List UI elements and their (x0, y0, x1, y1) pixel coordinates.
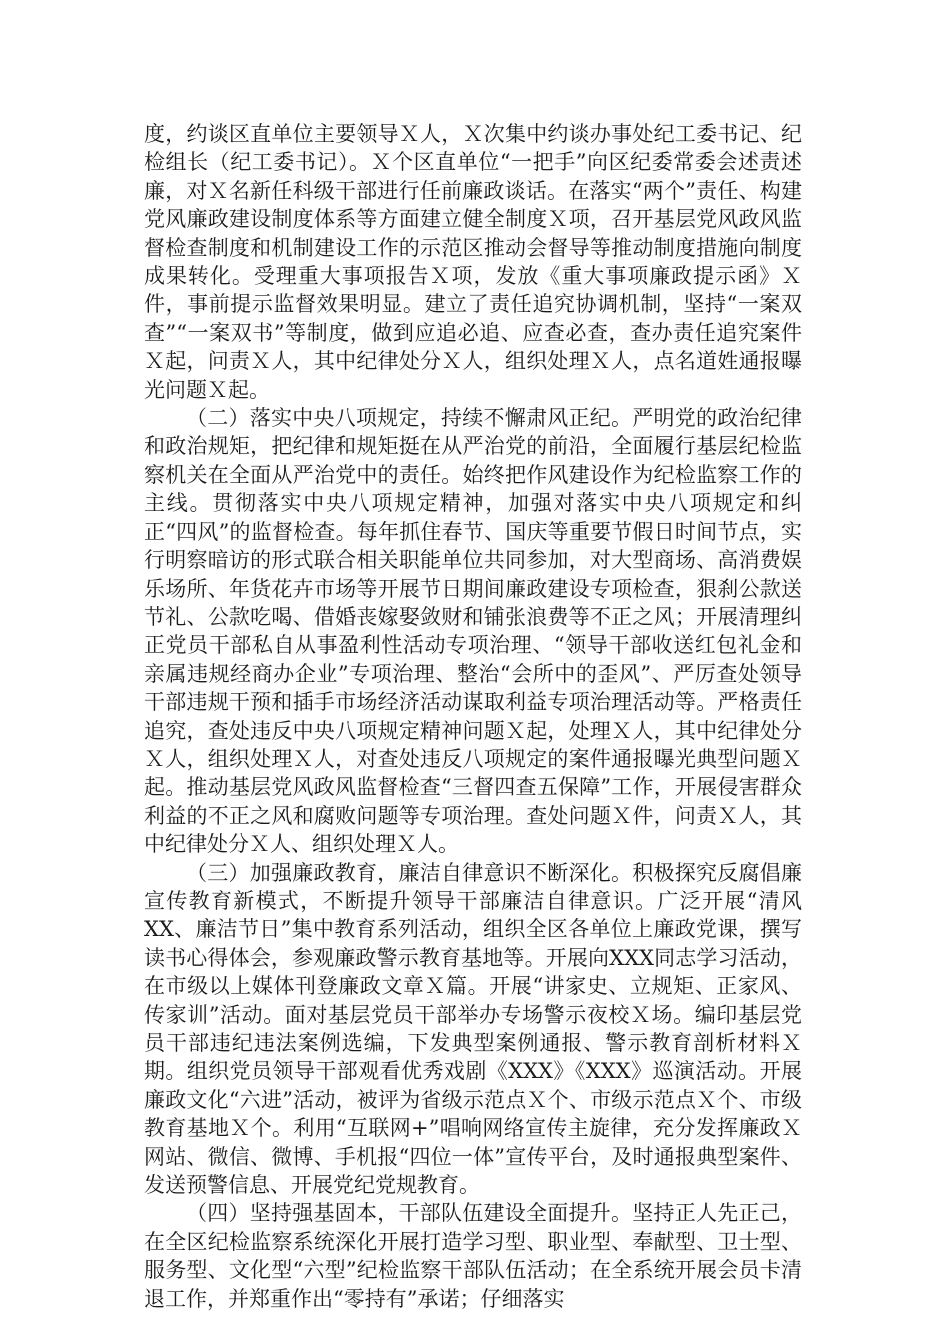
document-body (144, 120, 802, 1313)
paragraph-section-3: （三）加强廉政教育，廉洁自律意识不断深化。积极探究反腐倡廉宣传教育新模式，不断提升领导干部廉洁自律意识。广泛开展“清风XX、廉洁节日”集中教育系列活动，组织全区各单位上廉政党课，撰写读书心得体会，参观廉政警示教育基地等。开展向XXX同志学习活动，在市级以上媒体刊登廉政文章Ｘ篇。开展“讲家史、立规矩、正家风、传家训”活动。面对基层党员干部举办专场警示夜校Ｘ场。编印基层党员干部违纪违法案例选编，下发典型案例通报、警示教育剖析材料Ｘ期。组织党员领导干部观看优秀戏剧《XXX》《XXX》巡演活动。开展廉政文化“六进”活动，被评为省级示范点Ｘ个、市级示范点Ｘ个、市级教育基地Ｘ个。利用“互联网+”唱响网络宣传主旋律，充分发挥廉政Ｘ网站、微信、微博、手机报“四位一体”宣传平台，及时通报典型案件、发送预警信息、开展党纪党规教育。 (144, 860, 802, 1198)
paragraph-section-2: （二）落实中央八项规定，持续不懈肃风正纪。严明党的政治纪律和政治规矩，把纪律和规矩挺在从严治党的前沿，全面履行基层纪检监察机关在全面从严治党中的责任。始终把作风建设作为纪检监察工作的主线。贯彻落实中央八项规定精神，加强对落实中央八项规定和纠正“四风”的监督检查。每年抓住春节、国庆等重要节假日时间节点，实行明察暗访的形式联合相关职能单位共同参加，对大型商场、高消费娱乐场所、年货花卉市场等开展节日期间廉政建设专项检查，狠刹公款送节礼、公款吃喝、借婚丧嫁娶敛财和铺张浪费等不正之风；开展清理纠正党员干部私自从事盈利性活动专项治理、“领导干部收送红包礼金和亲属违规经商办企业”专项治理、整治“会所中的歪风”、严厉查处领导干部违规干预和插手市场经济活动谋取利益专项治理活动等。严格责任追究，查处违反中央八项规定精神问题Ｘ起，处理Ｘ人，其中纪律处分Ｘ人，组织处理Ｘ人，对查处违反八项规定的案件通报曝光典型问题Ｘ起。推动基层党风政风监督检查“三督四查五保障”工作，开展侵害群众利益的不正之风和腐败问题等专项治理。查处问题Ｘ件，问责Ｘ人，其中纪律处分Ｘ人、组织处理Ｘ人。 (144, 406, 802, 857)
paragraph-section-4: （四）坚持强基固本，干部队伍建设全面提升。坚持正人先正己，在全区纪检监察系统深化开展打造学习型、职业型、奉献型、卫士型、服务型、文化型“六型”纪检监察干部队伍活动；在全系统开展会员卡清退工作，并郑重作出“零持有”承诺；仔细落实 (144, 1201, 802, 1311)
paragraph-continuation: 度，约谈区直单位主要领导Ｘ人，Ｘ次集中约谈办事处纪工委书记、纪检组长（纪工委书记）。Ｘ个区直单位“一把手”向区纪委常委会述责述廉，对Ｘ名新任科级干部进行任前廉政谈话。在落实“两个”责任、构建党风廉政建设制度体系等方面建立健全制度Ｘ项，召开基层党风政风监督检查制度和机制建设工作的示范区推动会督导等推动制度措施向制度成果转化。受理重大事项报告Ｘ项，发放《重大事项廉政提示函》Ｘ件，事前提示监督效果明显。建立了责任追究协调机制，坚持“一案双查”“一案双书”等制度，做到应追必追、应查必查，查办责任追究案件Ｘ起，问责Ｘ人，其中纪律处分Ｘ人，组织处理Ｘ人，点名道姓通报曝光问题Ｘ起。 (144, 122, 802, 402)
